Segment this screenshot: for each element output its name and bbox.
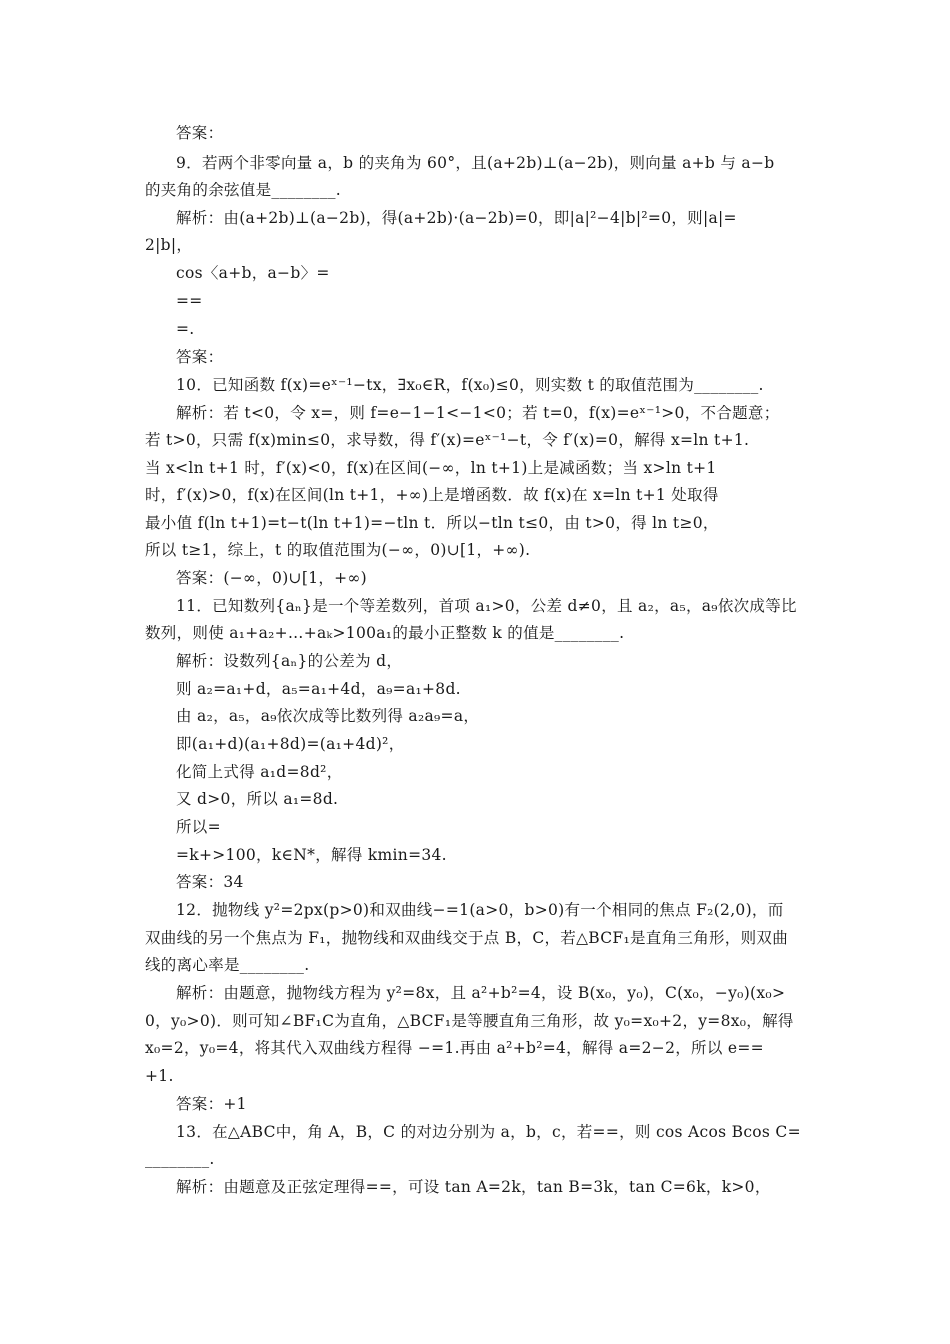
- text-line: 11．已知数列{aₙ}是一个等差数列，首项 a₁>0，公差 d≠0，且 a₂，a₅，a₉依次成等比: [176, 597, 797, 615]
- text-line: 0，y₀>0)．则可知∠BF₁C为直角，△BCF₁是等腰直角三角形，故 y₀=x₀+2，y=8x₀，解得: [145, 1012, 794, 1030]
- text-line: 答案：+1: [176, 1095, 247, 1113]
- text-line: 解析：设数列{aₙ}的公差为 d，: [176, 652, 403, 670]
- text-line: 由 a₂，a₅，a₉依次成等比数列得 a₂a₉=a，: [176, 707, 480, 725]
- text-line: 解析：由(a+2b)⊥(a−2b)，得(a+2b)·(a−2b)=0，即|a|²−4|b|²=0，则|a|=: [176, 209, 737, 227]
- text-line: =.: [176, 320, 195, 338]
- text-line: 则 a₂=a₁+d，a₅=a₁+4d，a₉=a₁+8d.: [176, 680, 461, 698]
- text-line: 又 d>0，所以 a₁=8d.: [176, 790, 339, 808]
- text-line: 答案：(−∞，0)∪[1，+∞): [176, 569, 367, 587]
- text-line: 答案：: [176, 124, 224, 142]
- text-line: 所以=: [176, 818, 221, 836]
- text-line: 2|b|，: [145, 236, 193, 254]
- text-line: 解析：由题意及正弦定理得==，可设 tan A=2k，tan B=3k，tan C=6k，k>0，: [176, 1178, 771, 1196]
- text-line: 最小值 f(ln t+1)=t−t(ln t+1)=−tln t．所以−tln t≤0，由 t>0，得 ln t≥0，: [145, 514, 719, 532]
- text-line: 答案：34: [176, 873, 244, 891]
- text-line: 线的离心率是________.: [145, 956, 310, 974]
- text-line: +1.: [145, 1067, 174, 1085]
- text-line: 时，f′(x)>0，f(x)在区间(ln t+1，+∞)上是增函数．故 f(x)在 x=ln t+1 处取得: [145, 486, 719, 504]
- text-line: ==: [176, 292, 203, 310]
- text-line: 12．抛物线 y²=2px(p>0)和双曲线−=1(a>0，b>0)有一个相同的焦点 F₂(2,0)，而: [176, 901, 784, 919]
- text-line: x₀=2，y₀=4，将其代入双曲线方程得 −=1.再由 a²+b²=4，解得 a=2−2，所以 e==: [145, 1039, 764, 1057]
- text-line: 解析：若 t<0，令 x=，则 f=e−1−1<−1<0；若 t=0，f(x)=eˣ⁻¹>0，不合题意；: [176, 404, 780, 422]
- text-line: 9．若两个非零向量 a，b 的夹角为 60°，且(a+2b)⊥(a−2b)，则向量 a+b 与 a−b: [176, 154, 775, 172]
- text-line: 化简上式得 a₁d=8d²，: [176, 763, 343, 781]
- text-line: 答案：: [176, 348, 224, 366]
- text-line: =k+>100，k∈N*，解得 kmin=34.: [176, 846, 447, 864]
- text-line: 所以 t≥1，综上，t 的取值范围为(−∞，0)∪[1，+∞).: [145, 541, 531, 559]
- text-line: 双曲线的另一个焦点为 F₁，抛物线和双曲线交于点 B，C，若△BCF₁是直角三角形，则双曲: [145, 929, 789, 947]
- text-line: 解析：由题意，抛物线方程为 y²=8x，且 a²+b²=4，设 B(x₀，y₀)，C(x₀，−y₀)(x₀>: [176, 984, 786, 1002]
- text-line: 13．在△ABC中，角 A，B，C 的对边分别为 a，b，c，若==，则 cos Acos Bcos C=: [176, 1123, 801, 1141]
- text-line: ________.: [145, 1150, 215, 1168]
- text-line: cos〈a+b，a−b〉=: [176, 264, 330, 282]
- text-line: 若 t>0，只需 f(x)min≤0，求导数，得 f′(x)=eˣ⁻¹−t，令 f′(x)=0，解得 x=ln t+1.: [145, 431, 750, 449]
- text-line: 即(a₁+d)(a₁+8d)=(a₁+4d)²，: [176, 735, 405, 753]
- text-line: 当 x<ln t+1 时，f′(x)<0，f(x)在区间(−∞，ln t+1)上是减函数；当 x>ln t+1: [145, 459, 717, 477]
- text-line: 10．已知函数 f(x)=eˣ⁻¹−tx，∃x₀∈R，f(x₀)≤0，则实数 t 的取值范围为________.: [176, 376, 764, 394]
- text-line: 的夹角的余弦值是________.: [145, 181, 342, 199]
- text-line: 数列，则使 a₁+a₂+…+aₖ>100a₁的最小正整数 k 的值是________.: [145, 624, 625, 642]
